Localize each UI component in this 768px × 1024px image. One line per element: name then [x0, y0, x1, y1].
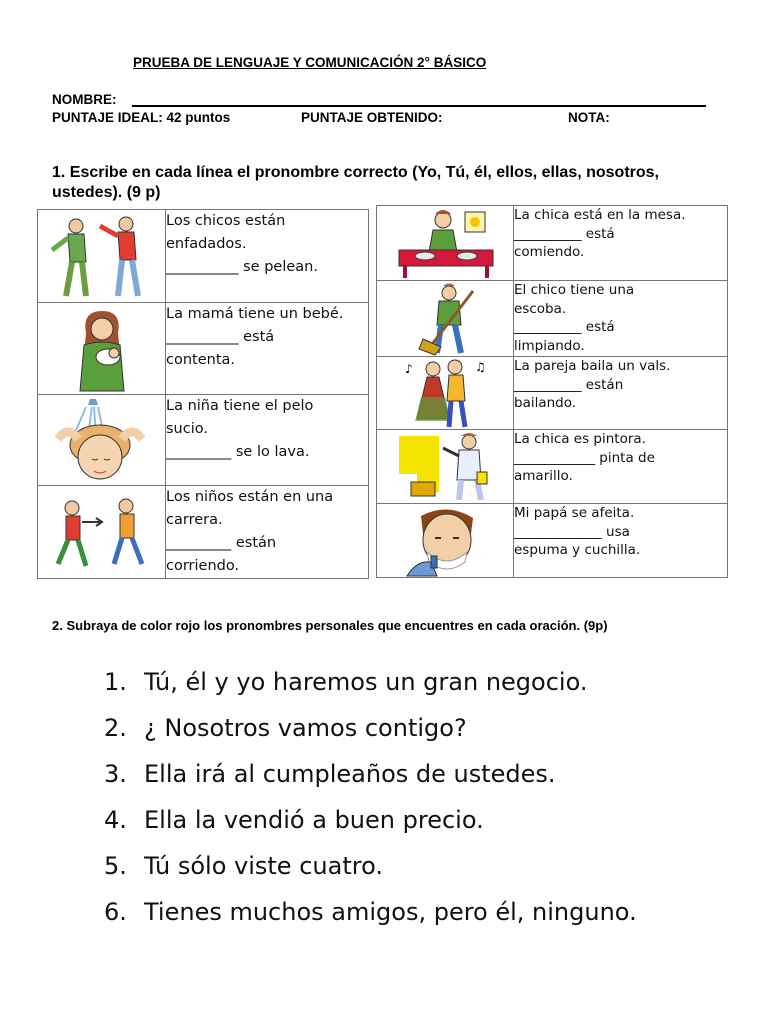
left-2-line-3: contenta. [166, 352, 236, 368]
sentence-number: 6. [104, 898, 127, 926]
left-text-1 [166, 210, 369, 303]
mother-holding-baby-icon [38, 303, 166, 395]
left-row-4 [38, 486, 369, 579]
sentence-text: ¿ Nosotros vamos contigo? [144, 714, 467, 742]
right-5-line-1: Mi papá se afeita. [514, 505, 635, 521]
right-text-2 [514, 281, 728, 357]
left-text-2 [166, 303, 369, 395]
left-row-2 [38, 303, 369, 395]
sentence-number: 2. [104, 714, 127, 742]
two-boys-arguing-icon [38, 210, 166, 303]
right-4-answer-line[interactable]: ____________ pinta de [514, 449, 655, 466]
girl-painting-yellow-icon [377, 430, 514, 504]
children-running-race-icon [38, 486, 166, 579]
sentence-number: 5. [104, 852, 127, 880]
sentence-text: Ella la vendió a buen precio. [144, 806, 484, 834]
sentence-4[interactable] [104, 806, 484, 834]
boy-with-broom-icon [377, 281, 514, 357]
left-row-3 [38, 395, 369, 486]
girl-washing-hair-icon [38, 395, 166, 486]
sentence-3[interactable] [104, 760, 556, 788]
right-3-line-1: La pareja baila un vals. [514, 358, 671, 374]
right-row-3 [377, 357, 728, 430]
right-5-line-3: espuma y cuchilla. [514, 542, 641, 558]
sentence-text: Tú sólo viste cuatro. [144, 852, 383, 880]
couple-dancing-waltz-icon [377, 357, 514, 430]
girl-eating-at-table-icon [377, 206, 514, 281]
nombre-line [132, 105, 706, 107]
right-2-answer-line[interactable]: __________ está [514, 319, 615, 335]
svg-text:♪: ♪ [405, 362, 413, 376]
svg-text:♫: ♫ [475, 360, 486, 374]
left-1-line-1: Los chicos están [166, 213, 286, 229]
sentence-2[interactable] [104, 714, 467, 742]
left-row-1 [38, 210, 369, 303]
right-text-4 [514, 430, 728, 504]
right-1-line-3: comiendo. [514, 244, 585, 260]
right-4-line-3: amarillo. [514, 468, 573, 484]
right-4-line-1: La chica es pintora. [514, 431, 646, 447]
puntaje-ideal: PUNTAJE IDEAL: 42 puntos [52, 110, 231, 125]
left-4-line-2: carrera. [166, 512, 223, 528]
right-3-answer-line[interactable]: __________ están [514, 376, 624, 393]
right-text-3 [514, 357, 728, 430]
right-1-answer-line[interactable]: __________ está [514, 225, 615, 242]
left-3-line-1: La niña tiene el pelo [166, 398, 314, 414]
left-exercise-table [37, 209, 369, 579]
right-1-line-1: La chica está en la mesa. [514, 207, 686, 223]
left-3-line-2: sucio. [166, 421, 208, 437]
sentence-number: 3. [104, 760, 127, 788]
right-5-answer-line[interactable]: _____________ usa [514, 523, 630, 540]
left-4-answer-line[interactable]: _________ están [166, 535, 277, 551]
page-title: PRUEBA DE LENGUAJE Y COMUNICACIÓN 2° BÁSICO [133, 55, 487, 70]
left-3-answer-line[interactable]: _________ se lo lava. [166, 444, 310, 460]
puntaje-obtenido: PUNTAJE OBTENIDO: [301, 110, 443, 125]
right-exercise-table [376, 205, 728, 578]
left-4-line-4: corriendo. [166, 558, 240, 574]
left-1-answer-line[interactable]: __________ se pelean. [166, 259, 318, 275]
right-row-1 [377, 206, 728, 281]
left-text-3 [166, 395, 369, 486]
sentence-number: 4. [104, 806, 127, 834]
question2-instruction: 2. Subraya de color rojo los pronombres personales que encuentres en cada oración. (9p) [52, 618, 608, 633]
left-2-answer-line[interactable]: __________ está [166, 329, 275, 345]
nombre-label: NOMBRE: [52, 92, 117, 107]
right-text-5 [514, 504, 728, 578]
right-2-line-1: El chico tiene una [514, 282, 635, 298]
sentence-6[interactable] [104, 898, 637, 926]
left-4-line-1: Los niños están en una [166, 489, 334, 505]
sentence-5[interactable] [104, 852, 383, 880]
sentence-text: Tienes muchos amigos, pero él, ninguno. [144, 898, 637, 926]
left-1-line-2: enfadados. [166, 236, 247, 252]
right-row-5 [377, 504, 728, 578]
sentence-text: Ella irá al cumpleaños de ustedes. [144, 760, 556, 788]
right-3-line-3: bailando. [514, 395, 577, 411]
right-text-1 [514, 206, 728, 281]
right-row-4 [377, 430, 728, 504]
right-2-line-2: escoba. [514, 300, 567, 317]
man-shaving-icon [377, 504, 514, 578]
sentence-1[interactable] [104, 668, 587, 696]
right-row-2 [377, 281, 728, 357]
left-2-line-1: La mamá tiene un bebé. [166, 306, 344, 322]
question1-instruction: 1. Escribe en cada línea el pronombre correcto (Yo, Tú, él, ellos, ellas, nosotros, ustedes). (9 p) [52, 164, 659, 201]
sentence-text: Tú, él y yo haremos un gran negocio. [144, 668, 588, 696]
right-2-line-4: limpiando. [514, 337, 585, 354]
nota-label: NOTA: [568, 110, 610, 125]
sentence-number: 1. [104, 668, 127, 696]
left-text-4 [166, 486, 369, 579]
